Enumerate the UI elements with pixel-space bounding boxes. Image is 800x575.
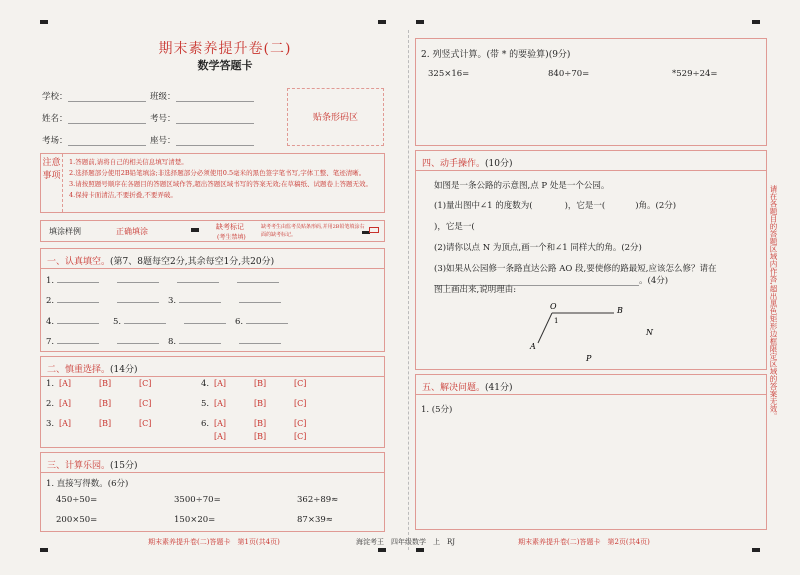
question-text: (2)请你以点 N 为顶点,画一个和∠1 同样大的角。(2分) [434, 243, 642, 253]
page-subtitle: 数学答题卡 [197, 59, 253, 72]
fill-example-row [40, 220, 385, 242]
section-header: 二、慎重选择。(14分) [41, 357, 384, 377]
choice-row [201, 432, 334, 442]
choice-option[interactable]: [C] [294, 399, 307, 408]
footer-right: 期末素养提升卷(二)答题卡 第2页(共4页) [518, 538, 650, 546]
fill-example-label: 填涂样例 [49, 227, 81, 236]
side-note: 请在各题目的答题区域内作答,超出黑色矩形边框限定区域的答案无效。 [769, 185, 778, 420]
choice-option[interactable]: [A] [59, 379, 72, 388]
corner-mark [40, 20, 48, 24]
blank-item[interactable]: 8. [168, 336, 281, 347]
blank-item[interactable]: 3. [168, 295, 281, 306]
corner-mark [378, 20, 386, 24]
calc-expr: 840÷70= [548, 69, 590, 79]
point-a-label: A [530, 342, 536, 351]
choice-option[interactable]: [B] [254, 399, 267, 408]
choice-option[interactable]: [C] [294, 379, 307, 388]
barcode-area: 贴条形码区 [287, 88, 384, 146]
blank-item[interactable]: 1. [46, 275, 279, 286]
absent-mark-note: (考生禁填) [217, 234, 246, 241]
blank-item[interactable]: 7. [46, 336, 159, 347]
calc-expr: *529÷24= [672, 69, 718, 79]
notice-box [40, 153, 385, 213]
choice-option[interactable]: [B] [99, 419, 112, 428]
corner-mark [416, 20, 424, 24]
page-title: 期末素养提升卷(二) [158, 41, 292, 57]
footer-left: 期末素养提升卷(二)答题卡 第1页(共4页) [148, 538, 280, 546]
choice-option[interactable]: [A] [214, 432, 227, 441]
choice-option[interactable]: [C] [294, 432, 307, 441]
question-item: 1. (5分) [421, 405, 453, 415]
choice-option[interactable]: [C] [139, 399, 152, 408]
calc-expr: 325×16= [428, 69, 470, 79]
corner-mark [752, 20, 760, 24]
exam-room-field[interactable]: 考场： [42, 134, 146, 146]
fill-correct-label: 正确填涂 [116, 227, 148, 236]
choice-option[interactable]: [B] [254, 379, 267, 388]
school-field[interactable]: 学校： [42, 90, 146, 102]
road-figure [516, 301, 666, 366]
question-text: (1)量出图中∠1 的度数为( )，它是一( )角。(2分) [434, 201, 677, 211]
choice-option[interactable]: [A] [214, 419, 227, 428]
corner-mark [378, 548, 386, 552]
question-text: 图上画出来,说明理由: [434, 285, 517, 295]
choice-number: 5. [201, 399, 210, 409]
angle-one-label: 1 [554, 317, 559, 325]
choice-number: 3. [46, 419, 55, 429]
calc-expr: 87×39≈ [297, 515, 333, 525]
section-choice [40, 356, 385, 448]
calc-expr: 362÷89≈ [297, 495, 339, 505]
notice-label: 注意事项 [41, 154, 63, 212]
blank-item[interactable]: 2. [46, 295, 159, 306]
question-text: (3)如果从公园修一条路直达公路 AO 段,要使修的路最短,应该怎么修？请在。(4分) [434, 264, 717, 286]
seat-field[interactable]: 座号： [150, 134, 254, 146]
section-header: 三、计算乐园。(15分) [41, 453, 384, 473]
blank-item[interactable]: 5. [113, 316, 226, 327]
section-operation [415, 150, 767, 370]
choice-row [201, 399, 334, 409]
section-header: 五、解决问题。(41分) [416, 375, 766, 395]
choice-number: 2. [46, 399, 55, 409]
choice-option[interactable]: [A] [59, 399, 72, 408]
calc-expr: 3500÷70= [174, 495, 221, 505]
question-text: 如图是一条公路的示意图,点 P 处是一个公园。 [434, 181, 610, 191]
choice-option[interactable]: [B] [254, 419, 267, 428]
section-header: 一、认真填空。(第7、8题每空2分,其余每空1分,共20分) [41, 249, 384, 269]
point-o-label: O [550, 302, 557, 311]
class-field[interactable]: 班级： [150, 90, 254, 102]
choice-option[interactable]: [B] [99, 399, 112, 408]
corner-mark [752, 548, 760, 552]
blank-item[interactable]: 6. [235, 316, 288, 327]
corner-mark [40, 548, 48, 552]
corner-mark [416, 548, 424, 552]
choice-option[interactable]: [A] [59, 419, 72, 428]
choice-number: 4. [201, 379, 210, 389]
point-b-label: B [617, 306, 623, 315]
choice-row [46, 379, 179, 389]
choice-row [46, 419, 179, 429]
calc-expr: 200×50= [56, 515, 98, 525]
point-p-label: P [586, 354, 592, 363]
choice-number: 1. [46, 379, 55, 389]
section-solve [415, 374, 767, 530]
point-n-label: N [646, 328, 653, 337]
choice-option[interactable]: [B] [254, 432, 267, 441]
section-fill-blank [40, 248, 385, 352]
choice-row [201, 379, 334, 389]
name-field[interactable]: 姓名： [42, 112, 146, 124]
absent-mark-label: 缺考标记 [216, 223, 244, 231]
choice-option[interactable]: [A] [214, 399, 227, 408]
section-calc [40, 452, 385, 532]
choice-option[interactable]: [B] [99, 379, 112, 388]
choice-option[interactable]: [C] [139, 379, 152, 388]
notice-text: 1.答题前,请将自己的相关信息填写清楚。 2.选择题部分使用2B铅笔填涂;非选择题部分必须使用0.5毫米的黑色签字笔书写,字体工整、笔迹清晰。 3.请按照题号顺序在各题目的答题区域作答,超出答题区域书写的答案无效;在草稿纸、试题卷上答题无效。 4.保持卡面清洁,不要折叠,不要弄破。 [69, 158, 372, 199]
exam-number-field[interactable]: 考号： [150, 112, 254, 124]
absent-mark-desc: 缺考考生由监考员贴条形码,并用2B铅笔填涂右面的缺考标记。 [261, 224, 365, 238]
calc-expr: 150×20= [174, 515, 216, 525]
footer-mid: 海淀考王 四年级数学 上 RJ [356, 538, 456, 546]
absent-mark-checkbox[interactable] [369, 227, 379, 233]
sub-question: 1. 直接写得数。(6分) [46, 479, 129, 489]
page-divider [408, 30, 409, 550]
section-vertical-calc [415, 38, 767, 146]
filled-sample [191, 228, 199, 232]
choice-option[interactable]: [C] [294, 419, 307, 428]
blank-item[interactable]: 4. [46, 316, 99, 327]
choice-number: 6. [201, 419, 210, 429]
question-text: )，它是一( [434, 222, 475, 232]
choice-option[interactable]: [C] [139, 419, 152, 428]
sub-question: 2. 列竖式计算。(带 * 的要验算)(9分) [421, 50, 571, 60]
section-header: 四、动手操作。(10分) [416, 151, 766, 171]
choice-option[interactable]: [A] [214, 379, 227, 388]
choice-row [46, 399, 179, 409]
calc-expr: 450÷50= [56, 495, 98, 505]
choice-row [201, 419, 334, 429]
